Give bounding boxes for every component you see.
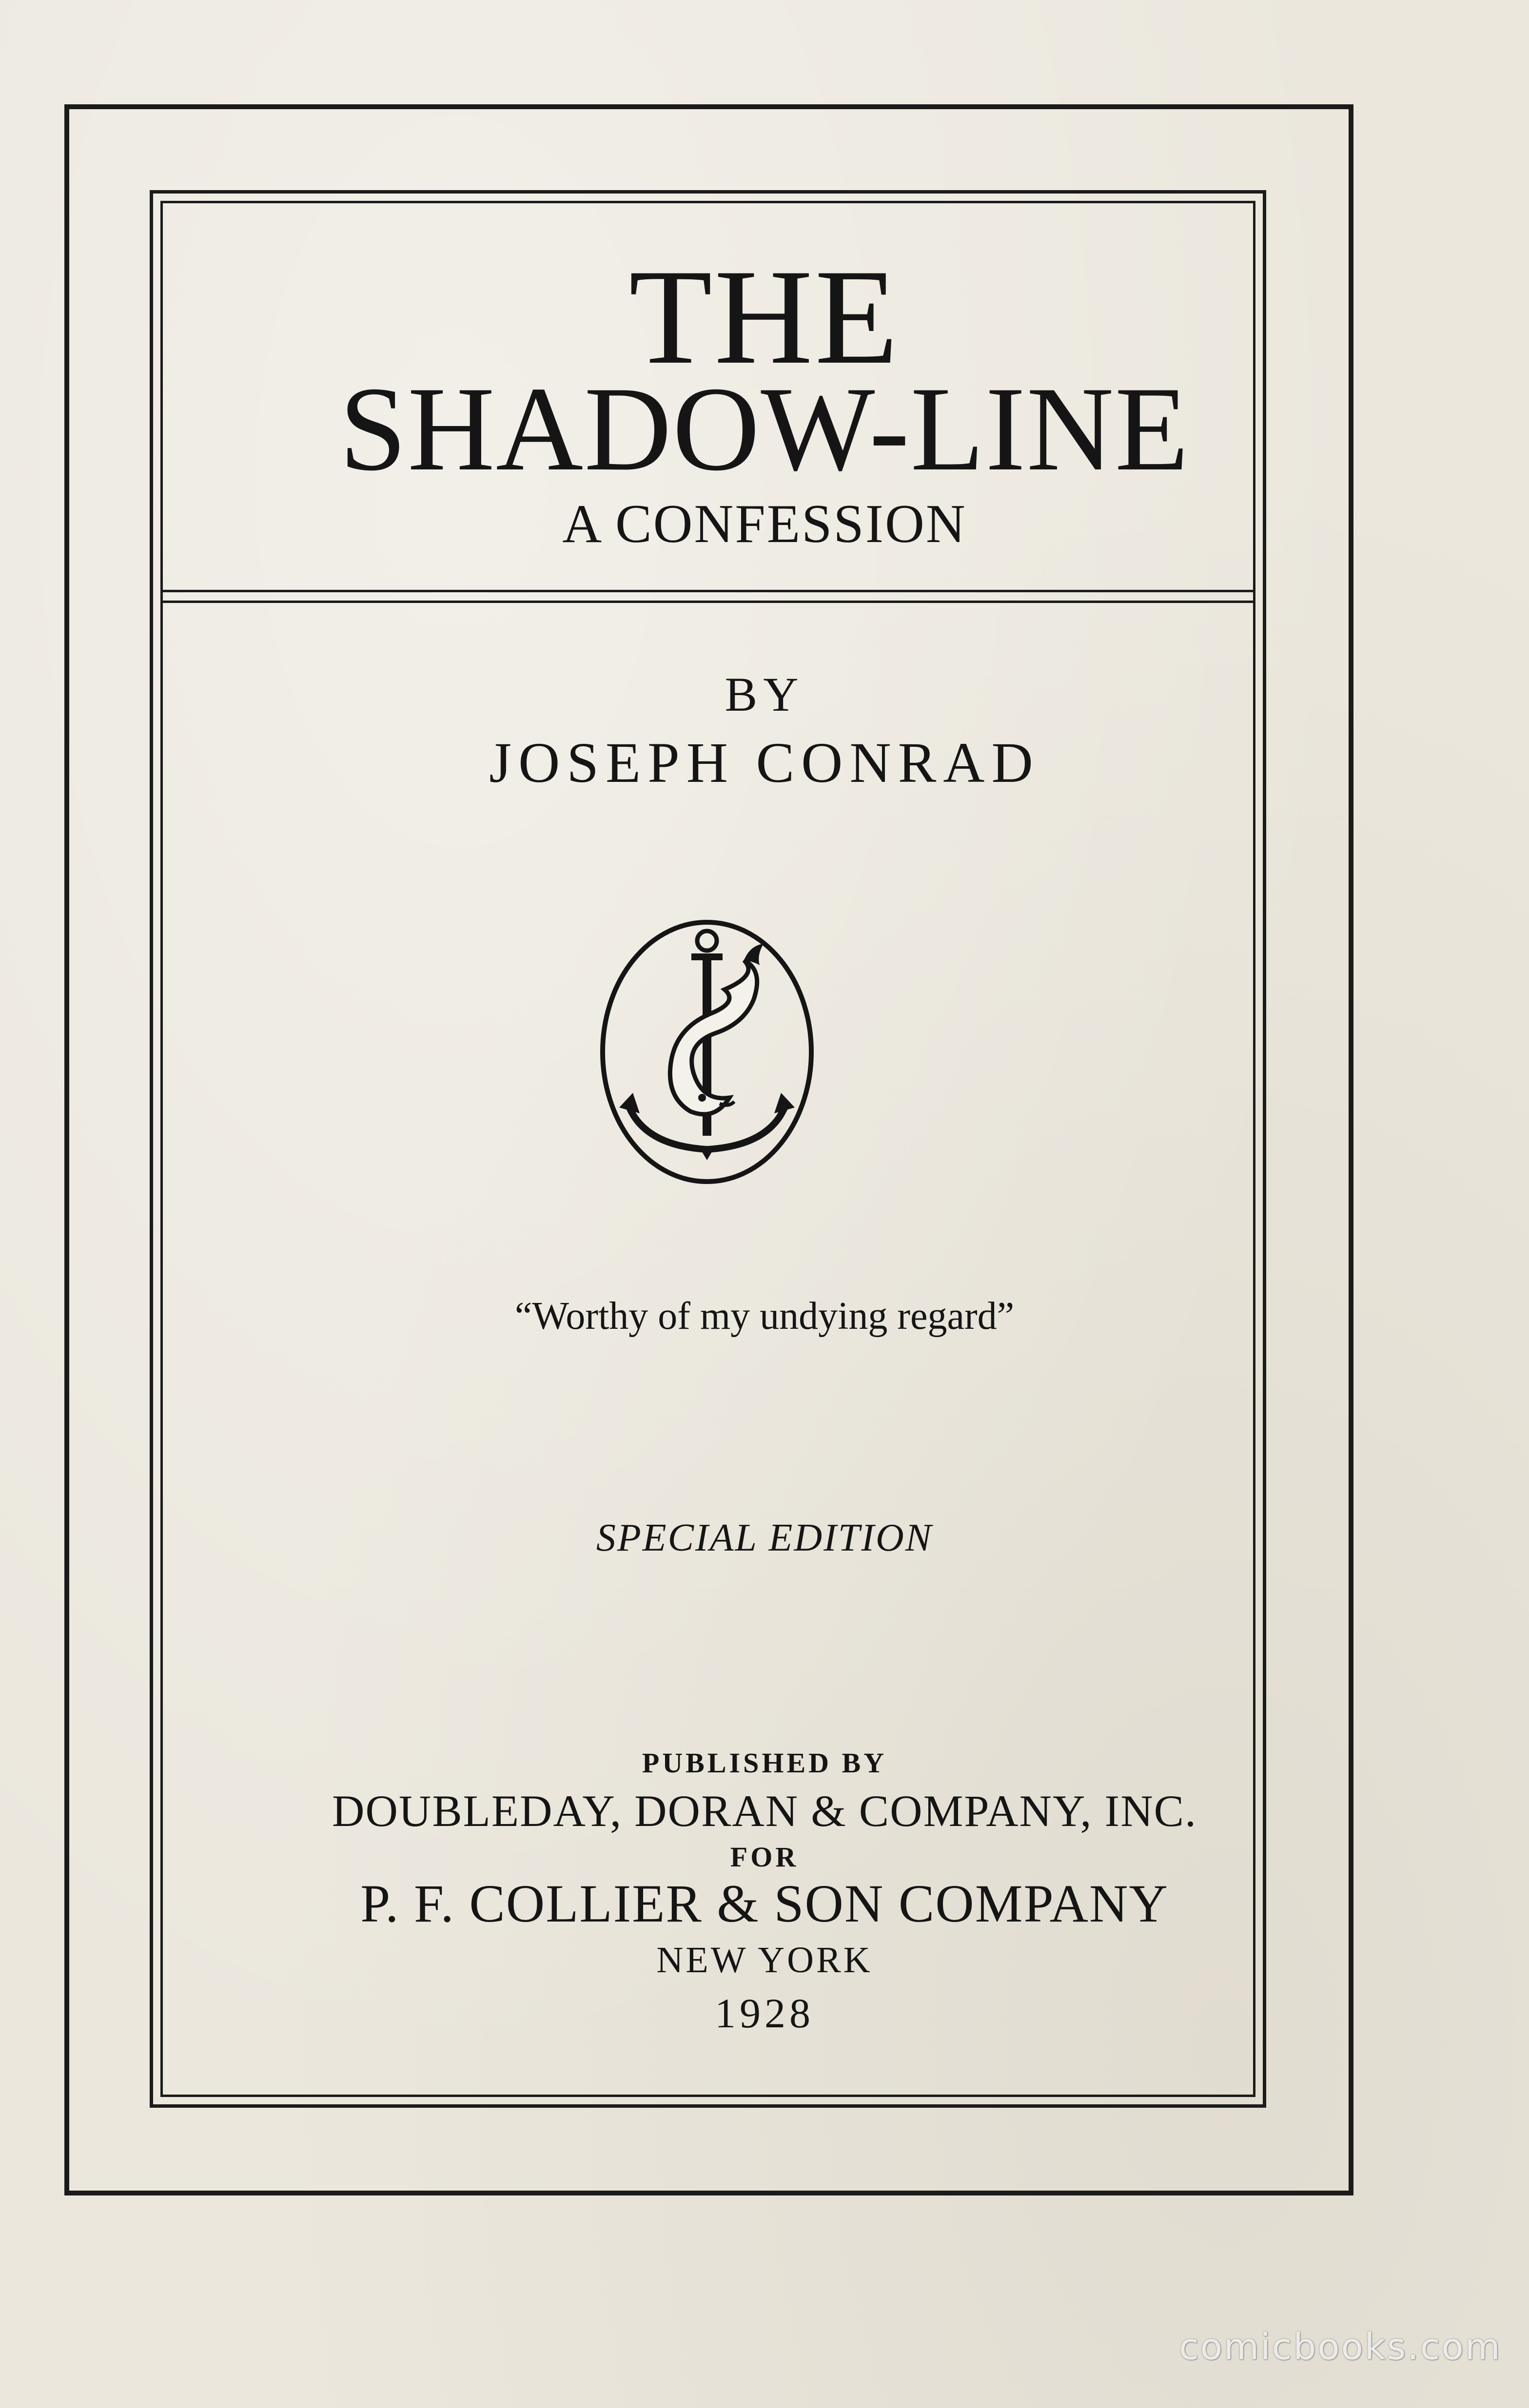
publication-year: 1928 — [715, 1990, 814, 2037]
edition-label: SPECIAL EDITION — [596, 1516, 933, 1559]
co-publisher-name: P. F. COLLIER & SON COMPANY — [360, 1874, 1169, 1933]
byline-by: BY — [725, 667, 804, 721]
anchor-dolphin-emblem-icon — [598, 916, 816, 1187]
title-divider-bottom — [163, 601, 1253, 603]
author-name: JOSEPH CONRAD — [489, 731, 1040, 795]
publisher-name: DOUBLEDAY, DORAN & COMPANY, INC. — [332, 1786, 1197, 1836]
title-line-2: SHADOW-LINE — [339, 362, 1190, 496]
publication-city: NEW YORK — [656, 1940, 873, 1981]
epigraph-quote: “Worthy of my undying regard” — [514, 1295, 1015, 1338]
for-label: FOR — [730, 1841, 799, 1873]
subtitle: A CONFESSION — [562, 494, 967, 554]
title-divider-top — [163, 590, 1253, 592]
site-watermark: comicbooks.com — [1179, 2326, 1502, 2368]
published-by-label: PUBLISHED BY — [642, 1747, 887, 1779]
title-line-1: THE — [628, 241, 901, 392]
